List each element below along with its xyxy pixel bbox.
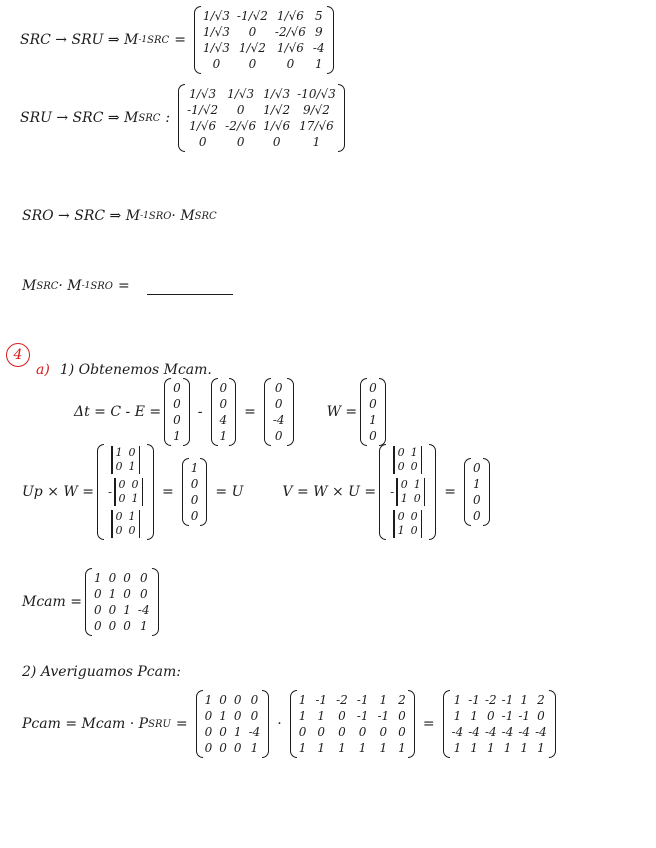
matrix-cell: 1: [123, 603, 131, 617]
matrix-cell: 1: [520, 693, 529, 707]
pcam-eq: =: [175, 716, 188, 732]
eq-sru-src-lhs: SRU → SRC ⇒ M: [20, 110, 139, 126]
det-2: - 0 0 0 1: [108, 478, 143, 506]
matrix-cell: 0: [379, 725, 388, 739]
matrix-cell: 1: [115, 446, 123, 459]
eq-src-sru-sup: -1: [138, 35, 148, 45]
matrix-cell: 0: [204, 725, 213, 739]
vector-cell: 0: [173, 413, 181, 427]
eq-mcam: [22, 568, 162, 636]
eq-sro-src-sup: -1: [140, 211, 149, 221]
matrix-cell: 0: [397, 460, 405, 473]
delta-eq: =: [244, 404, 256, 420]
eq-pcam: [22, 690, 559, 758]
matrix-cell: 0: [413, 492, 421, 505]
matrix-cell: 0: [139, 571, 148, 585]
v-label: V = W × U =: [282, 484, 377, 500]
eq-product-sub2: SRO: [90, 280, 113, 292]
matrix-cell: -1: [501, 709, 514, 723]
matrix-mcam: [85, 568, 159, 636]
matrix-cell: 1/√6: [263, 119, 291, 133]
matrix-cell: 0: [93, 619, 102, 633]
matrix-cell: 1/√6: [189, 119, 217, 133]
matrix-cell: 0: [219, 725, 227, 739]
matrix-cell: -1: [315, 693, 328, 707]
matrix-cell: -1: [356, 709, 369, 723]
matrix-pcam-m2: [290, 690, 415, 758]
matrix-cell: 0: [108, 603, 117, 617]
eq-product-lhs: M: [22, 278, 37, 294]
matrix-cell: 0: [338, 725, 346, 739]
step2-heading: [22, 664, 181, 680]
matrix-cell: 1: [298, 693, 307, 707]
matrix-cell: 1: [128, 460, 136, 473]
eq-src-to-sru: [20, 6, 337, 74]
vector-cell: 1: [173, 429, 181, 443]
eq-sro-src-mid: · M: [171, 208, 195, 224]
matrix-cell: 1/√3: [227, 87, 255, 101]
mcam-lhs: Mcam =: [22, 594, 82, 610]
matrix-cell: 0: [410, 510, 418, 523]
matrix-cell: 1/√2: [263, 103, 291, 117]
matrix-cell: 0: [128, 524, 136, 537]
part-a-letter: a): [36, 362, 50, 378]
matrix-cell: 0: [486, 709, 495, 723]
answer-blank-line: [147, 293, 233, 295]
matrix-cell: 1/√6: [276, 41, 304, 55]
matrix-cell: 0: [410, 524, 418, 537]
vector-e: [211, 378, 237, 446]
matrix-cell: 1/√3: [189, 87, 217, 101]
matrix-cell: 1/√6: [276, 9, 304, 23]
eq-sru-src-eq: :: [165, 110, 171, 126]
matrix-cell: 1: [219, 709, 227, 723]
matrix-cell: 0: [398, 709, 406, 723]
matrix-cell: 1: [453, 741, 462, 755]
eq-product-sup2: -1: [81, 281, 91, 291]
eq-sru-src-sub: SRC: [138, 112, 161, 124]
eq-src-sru-eq: =: [174, 32, 186, 48]
matrix-cell: 0: [219, 693, 227, 707]
matrix-cell: -4: [484, 725, 497, 739]
matrix-cell: 2: [398, 693, 406, 707]
vector-cell: 1: [219, 429, 228, 443]
matrix-cell: 0: [123, 587, 131, 601]
vector-cell: 1: [472, 477, 481, 491]
matrix-cell: 2: [537, 693, 545, 707]
vector-cell: 0: [219, 397, 228, 411]
vector-v: [464, 458, 490, 526]
matrix-cell: 0: [198, 135, 207, 149]
vector-cell: -4: [272, 413, 285, 427]
matrix-cell: 0: [204, 741, 213, 755]
matrix-cell: -4: [501, 725, 514, 739]
matrix-cell: 0: [358, 725, 367, 739]
pcam-eq2: =: [422, 716, 435, 732]
matrix-cell: 0: [219, 741, 227, 755]
pcam-dot: ·: [277, 716, 282, 732]
vector-cell: 0: [274, 381, 283, 395]
matrix-cell: 1: [298, 709, 307, 723]
vector-cell: 0: [369, 381, 377, 395]
vector-cell: 0: [274, 397, 283, 411]
matrix-cell: -2/√6: [274, 25, 306, 39]
matrix-cell: 0: [108, 619, 117, 633]
matrix-pcam-m1: [196, 690, 270, 758]
vector-delta-result: [264, 378, 294, 446]
delta-minus: -: [197, 404, 203, 420]
det-3: [111, 510, 140, 538]
upxw-lhs: Up × W =: [22, 484, 94, 500]
cross-product-matrix-wxu: [379, 444, 436, 540]
matrix-cell: 0: [317, 725, 326, 739]
matrix-cell: -10/√3: [297, 87, 336, 101]
matrix-cell: 0: [108, 571, 117, 585]
matrix-cell: 0: [400, 478, 408, 491]
matrix-cell: 1: [503, 741, 512, 755]
matrix-cell: 0: [115, 524, 123, 537]
matrix-cell: 0: [286, 57, 295, 71]
matrix-cell: 1: [317, 741, 326, 755]
matrix-cell: 0: [298, 725, 307, 739]
matrix-cell: 0: [250, 709, 259, 723]
eq-product-sub: SRC: [36, 280, 59, 292]
matrix-cell: 1: [453, 693, 462, 707]
eq-src-sru-sub: SRC: [147, 34, 170, 46]
vector-u: [182, 458, 208, 526]
matrix-cell: 0: [397, 446, 405, 459]
matrix-cell: 0: [236, 103, 245, 117]
matrix-cell: -4: [535, 725, 547, 739]
matrix-cell: 0: [398, 725, 406, 739]
vector-cell: 0: [274, 429, 283, 443]
eq-sru-to-src: [20, 84, 348, 152]
matrix-cell: 1: [379, 693, 388, 707]
matrix-cell: 0: [397, 510, 405, 523]
matrix-cell: 1: [317, 709, 326, 723]
eq-sro-src-sub2: SRC: [194, 210, 217, 222]
matrix-cell: -2/√6: [225, 119, 257, 133]
matrix-cell: 1: [470, 709, 478, 723]
pcam-lhs: Pcam = Mcam · P: [22, 716, 149, 732]
vector-cell: 1: [369, 413, 377, 427]
step2-label: 2) Averiguamos Pcam:: [22, 664, 181, 680]
matrix-cell: 0: [233, 693, 242, 707]
pcam-sub: SRU: [148, 718, 171, 730]
eq-sro-src-sub: SRO: [148, 210, 172, 222]
matrix-cell: 0: [118, 492, 126, 505]
matrix-cell: 0: [93, 603, 102, 617]
matrix-cell: -1/√2: [236, 9, 268, 23]
matrix-sru-src: [178, 84, 345, 152]
det-4: [393, 446, 422, 474]
matrix-cell: 0: [123, 571, 131, 585]
eq-product: [22, 278, 233, 294]
matrix-cell: 1: [298, 741, 307, 755]
matrix-cell: 1: [410, 446, 418, 459]
matrix-src-sru-inverse: [194, 6, 334, 74]
eq-src-sru-lhs: SRC → SRU ⇒ M: [20, 32, 139, 48]
matrix-cell: 1: [400, 492, 408, 505]
matrix-cell: -4: [248, 725, 261, 739]
vector-cell: 0: [369, 429, 377, 443]
matrix-cell: 0: [233, 741, 242, 755]
matrix-cell: 1/√3: [263, 87, 291, 101]
matrix-cell: 1: [398, 741, 406, 755]
matrix-cell: -4: [137, 603, 150, 617]
matrix-cell: 0: [338, 709, 346, 723]
matrix-cell: 0: [212, 57, 221, 71]
matrix-cell: -4: [451, 725, 464, 739]
matrix-cell: 1: [537, 741, 545, 755]
vector-cell: 0: [173, 381, 181, 395]
matrix-cell: 0: [248, 25, 257, 39]
matrix-cell: 1: [486, 741, 495, 755]
matrix-cell: 17/√6: [299, 119, 334, 133]
matrix-cell: 1/√3: [202, 9, 230, 23]
matrix-cell: 0: [118, 478, 126, 491]
matrix-cell: 1: [250, 741, 259, 755]
part-a-heading: [36, 362, 212, 378]
matrix-cell: 1: [128, 510, 136, 523]
vector-cell: 0: [190, 509, 199, 523]
matrix-cell: -4: [468, 725, 480, 739]
eq-up-cross-w: [22, 444, 493, 540]
matrix-cell: 0: [93, 587, 102, 601]
section-number-badge: 4: [6, 343, 30, 367]
matrix-cell: 1: [233, 725, 242, 739]
matrix-cell: -4: [518, 725, 531, 739]
vector-cell: 0: [369, 397, 377, 411]
vector-cell: 1: [190, 461, 199, 475]
det-1: [111, 446, 140, 474]
matrix-cell: 1: [108, 587, 117, 601]
matrix-cell: 1/√3: [202, 41, 230, 55]
vector-w: [360, 378, 386, 446]
matrix-cell: 1: [338, 741, 346, 755]
det-5: - 0 1 1 0: [390, 478, 425, 506]
matrix-cell: 1: [453, 709, 462, 723]
matrix-cell: -4: [312, 41, 325, 55]
vector-cell: 0: [219, 381, 228, 395]
upxw-eq-u: = U: [215, 484, 244, 500]
matrix-cell: 0: [272, 135, 281, 149]
matrix-cell: 0: [236, 135, 245, 149]
eq-product-eq: =: [117, 278, 130, 294]
matrix-cell: 0: [233, 709, 242, 723]
matrix-cell: 1: [379, 741, 388, 755]
matrix-cell: 0: [139, 587, 148, 601]
matrix-cell: 0: [537, 709, 545, 723]
matrix-cell: 0: [248, 57, 257, 71]
vector-cell: 0: [190, 493, 199, 507]
matrix-cell: 1: [312, 135, 321, 149]
delta-lhs: Δt = C - E =: [74, 404, 162, 420]
wxu-eq: =: [444, 484, 456, 500]
vector-c: [164, 378, 190, 446]
matrix-cell: 0: [115, 510, 123, 523]
matrix-cell: 1/√3: [202, 25, 230, 39]
matrix-cell: -2: [336, 693, 348, 707]
matrix-cell: 9: [314, 25, 323, 39]
matrix-cell: 1: [413, 478, 421, 491]
matrix-pcam-result: [443, 690, 556, 758]
matrix-cell: 0: [410, 460, 418, 473]
eq-sro-to-src: [22, 208, 217, 224]
matrix-cell: 0: [123, 619, 131, 633]
step1-label: 1) Obtenemos Mcam.: [59, 362, 212, 378]
eq-product-mid: · M: [58, 278, 82, 294]
matrix-cell: -1: [468, 693, 480, 707]
matrix-cell: 0: [115, 460, 123, 473]
upxw-eq: =: [162, 484, 174, 500]
eq-delta-t: [74, 378, 389, 446]
vector-cell: 0: [190, 477, 199, 491]
eq-sro-src-lhs: SRO → SRC ⇒ M: [22, 208, 141, 224]
matrix-cell: 1: [314, 57, 323, 71]
matrix-cell: 0: [131, 478, 139, 491]
matrix-cell: -1/√2: [187, 103, 219, 117]
matrix-cell: 1: [520, 741, 529, 755]
matrix-cell: 9/√2: [302, 103, 330, 117]
vector-cell: 0: [472, 493, 481, 507]
matrix-cell: 1: [358, 741, 367, 755]
vector-cell: 0: [472, 509, 481, 523]
w-label: W =: [326, 404, 358, 420]
matrix-cell: 0: [204, 709, 213, 723]
det-6: [393, 510, 422, 538]
matrix-cell: -2: [484, 693, 497, 707]
matrix-cell: -1: [356, 693, 369, 707]
matrix-cell: 5: [314, 9, 323, 23]
matrix-cell: 1/√2: [238, 41, 266, 55]
cross-product-matrix-upxw: [97, 444, 154, 540]
matrix-cell: -1: [501, 693, 514, 707]
matrix-cell: 1: [139, 619, 148, 633]
vector-cell: 0: [472, 461, 481, 475]
matrix-cell: 1: [131, 492, 139, 505]
vector-cell: 0: [173, 397, 181, 411]
vector-cell: 4: [219, 413, 228, 427]
matrix-cell: 1: [93, 571, 102, 585]
matrix-cell: 1: [204, 693, 213, 707]
matrix-cell: 0: [250, 693, 259, 707]
matrix-cell: -1: [518, 709, 531, 723]
matrix-cell: 1: [470, 741, 478, 755]
matrix-cell: 1: [397, 524, 405, 537]
matrix-cell: -1: [377, 709, 390, 723]
matrix-cell: 0: [128, 446, 136, 459]
